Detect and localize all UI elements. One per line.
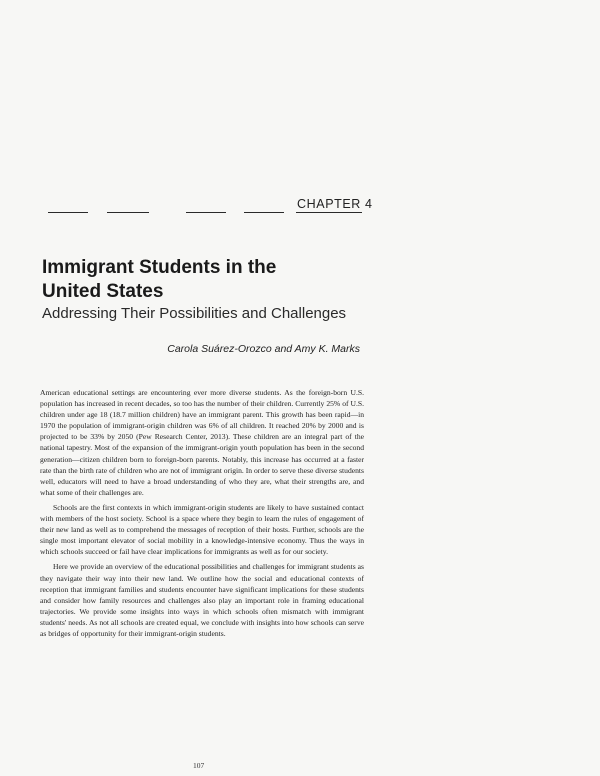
header-rule-1: [48, 212, 88, 213]
paragraph: Here we provide an overview of the educational possibilities and challenges for immigrant students as they navigate their way into their new land. We outline how the social and educational contexts of reception that immigrant families and students encounter have significant implications for these students and consider how family resources and challenges also play an important role in framing educational trajectories. We provide some insights into ways in which schools often mismatch with immigrant students' needs. As not all schools are created equal, we conclude with insights into how schools can serve as bridges of opportunity for their immigrant-origin students.: [40, 562, 364, 638]
chapter-title: [42, 256, 462, 304]
chapter-title-line-2: United States: [42, 281, 164, 302]
body-text: [40, 387, 364, 639]
paragraph: Schools are the first contexts in which immigrant-origin students are likely to have sustained contact with members of the host society. School is a space where they begin to learn the rules of engagement of their new land as well as to comprehend the messages of reception of their hosts. Further, schools are the single most important elevator of social mobility in a knowledge-intensive economy. Thus the ways in which schools succeed or fail have clear implications for immigrants as well as for our society.: [40, 502, 364, 557]
chapter-subtitle: Addressing Their Possibilities and Challenges: [42, 305, 347, 322]
header-rule-3: [186, 212, 226, 213]
chapter-label: CHAPTER 4: [297, 197, 373, 211]
page-number: 107: [193, 761, 205, 770]
chapter-authors: Carola Suárez-Orozco and Amy K. Marks: [167, 343, 360, 355]
header-rule-4: [244, 212, 284, 213]
chapter-underline: [296, 212, 362, 213]
paragraph: American educational settings are encountering ever more diverse students. As the foreign-born U.S. population has increased in recent decades, so too has the number of their children. Currently 25% of U.S. children under age 18 (18.7 million children) have an immigrant parent. This growth has been rapid—in 1970 the population of immigrant-origin children was 6% of all children. It reached 20% by 2000 and is projected to be 33% by 2050 (Pew Research Center, 2013). These children are an integral part of the national tapestry. Most of the expansion of the immigrant-origin youth population has been in the second generation—citizen children born to foreign-born parents. Notably, this increase has occurred at a faster rate than the birth rate of children who are not of immigrant origin. In order to serve these diverse students well, educators will need to have a broad understanding of who they are, what their strengths are, and what some of their challenges are.: [40, 388, 364, 497]
header-rule-2: [107, 212, 149, 213]
chapter-title-line-1: Immigrant Students in the: [42, 257, 277, 278]
